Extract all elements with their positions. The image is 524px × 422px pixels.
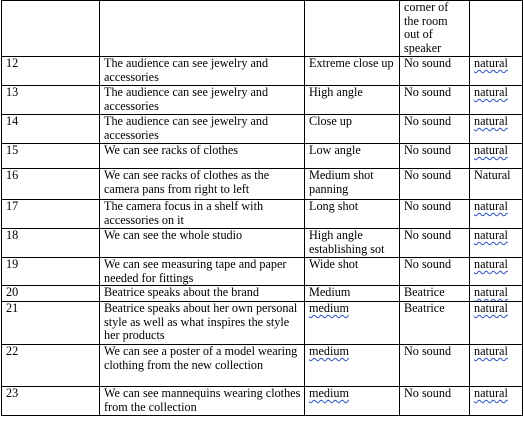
table-row [2,169,523,200]
description-cell: The camera focus in a shelf with accessories on it [100,200,305,229]
description-cell: The audience can see jewelry and accessories [100,115,305,144]
lighting-text: natural [474,199,508,213]
table-row [2,387,523,416]
shot-type-cell [305,387,400,416]
lighting-cell [470,57,523,86]
description-cell: The audience can see jewelry and accessories [100,86,305,115]
sound-cell: No sound [400,115,470,144]
lighting-cell [470,1,523,57]
table-row [2,115,523,144]
table-row [2,345,523,387]
lighting-cell [470,302,523,345]
table-row [2,258,523,286]
lighting-text: natural [474,257,508,271]
lighting-text: natural [474,143,508,157]
shot-type-text: medium [309,301,349,316]
shot-number-cell: 18 [2,229,100,258]
description-cell: Beatrice speaks about the brand [100,286,305,302]
shot-number-cell [2,1,100,57]
shot-number-cell: 23 [2,387,100,416]
shot-type-cell: Long shot [305,200,400,229]
description-cell: We can see mannequins wearing clothes from the collection [100,387,305,416]
lighting-cell [470,200,523,229]
table-row [2,302,523,345]
sound-cell: Beatrice [400,302,470,345]
sound-cell: No sound [400,258,470,286]
description-cell: We can see a poster of a model wearing clothing from the new collection [100,345,305,387]
lighting-text: natural [474,85,508,99]
shot-number-cell: 12 [2,57,100,86]
shot-number-cell: 20 [2,286,100,302]
table-row [2,86,523,115]
lighting-text: natural [474,114,508,128]
shot-number-cell: 22 [2,345,100,387]
sound-cell: No sound [400,345,470,387]
lighting-cell [470,144,523,169]
shot-type-cell [305,1,400,57]
sound-cell: No sound [400,387,470,416]
shot-number-cell: 17 [2,200,100,229]
shot-type-text: medium [309,344,349,359]
sound-cell: No sound [400,169,470,200]
shot-type-cell: Medium [305,286,400,302]
table-row [2,229,523,258]
shot-type-cell: High angle [305,86,400,115]
description-cell: We can see the whole studio [100,229,305,258]
shot-number-cell: 13 [2,86,100,115]
shot-type-cell: Low angle [305,144,400,169]
lighting-text: natural [474,56,508,70]
lighting-cell [470,345,523,387]
shot-number-cell: 15 [2,144,100,169]
sound-cell: No sound [400,144,470,169]
shot-type-cell: Close up [305,115,400,144]
lighting-cell [470,86,523,115]
shot-type-cell [305,302,400,345]
table-row [2,200,523,229]
lighting-text: natural [474,228,508,242]
table-row [2,57,523,86]
sound-cell: No sound [400,229,470,258]
shot-type-cell: Wide shot [305,258,400,286]
shot-number-cell: 16 [2,169,100,200]
lighting-cell [470,115,523,144]
description-cell: We can see measuring tape and paper needed for fittings [100,258,305,286]
shot-type-cell [305,345,400,387]
sound-cell: Beatrice [400,286,470,302]
table-row [2,286,523,302]
shot-number-cell: 21 [2,302,100,345]
description-cell: The audience can see jewelry and accessories [100,57,305,86]
lighting-cell [470,258,523,286]
sound-cell: No sound [400,57,470,86]
description-cell: Beatrice speaks about her own personal style as well as what inspires the style her products [100,302,305,345]
lighting-cell [470,229,523,258]
description-cell: We can see racks of clothes as the camera pans from right to left [100,169,305,200]
sound-cell: No sound [400,86,470,115]
lighting-cell [470,286,523,302]
lighting-text: natural [474,285,508,300]
lighting-text: natural [474,386,508,401]
lighting-cell [470,387,523,416]
shot-number-cell: 14 [2,115,100,144]
table-row [2,144,523,169]
lighting-cell [470,169,523,200]
lighting-text: Natural [474,168,511,182]
description-cell: We can see racks of clothes [100,144,305,169]
shot-type-cell: High angle establishing sot [305,229,400,258]
table-row-partial-header [2,1,523,57]
description-cell [100,1,305,57]
shot-type-text: medium [309,386,349,401]
shot-type-cell: Medium shot panning [305,169,400,200]
shot-number-cell: 19 [2,258,100,286]
sound-cell: No sound [400,200,470,229]
lighting-text: natural [474,301,508,316]
lighting-text: natural [474,344,508,359]
shot-list-table [1,0,523,416]
shot-type-cell: Extreme close up [305,57,400,86]
sound-cell: corner of the room out of speaker [400,1,470,57]
